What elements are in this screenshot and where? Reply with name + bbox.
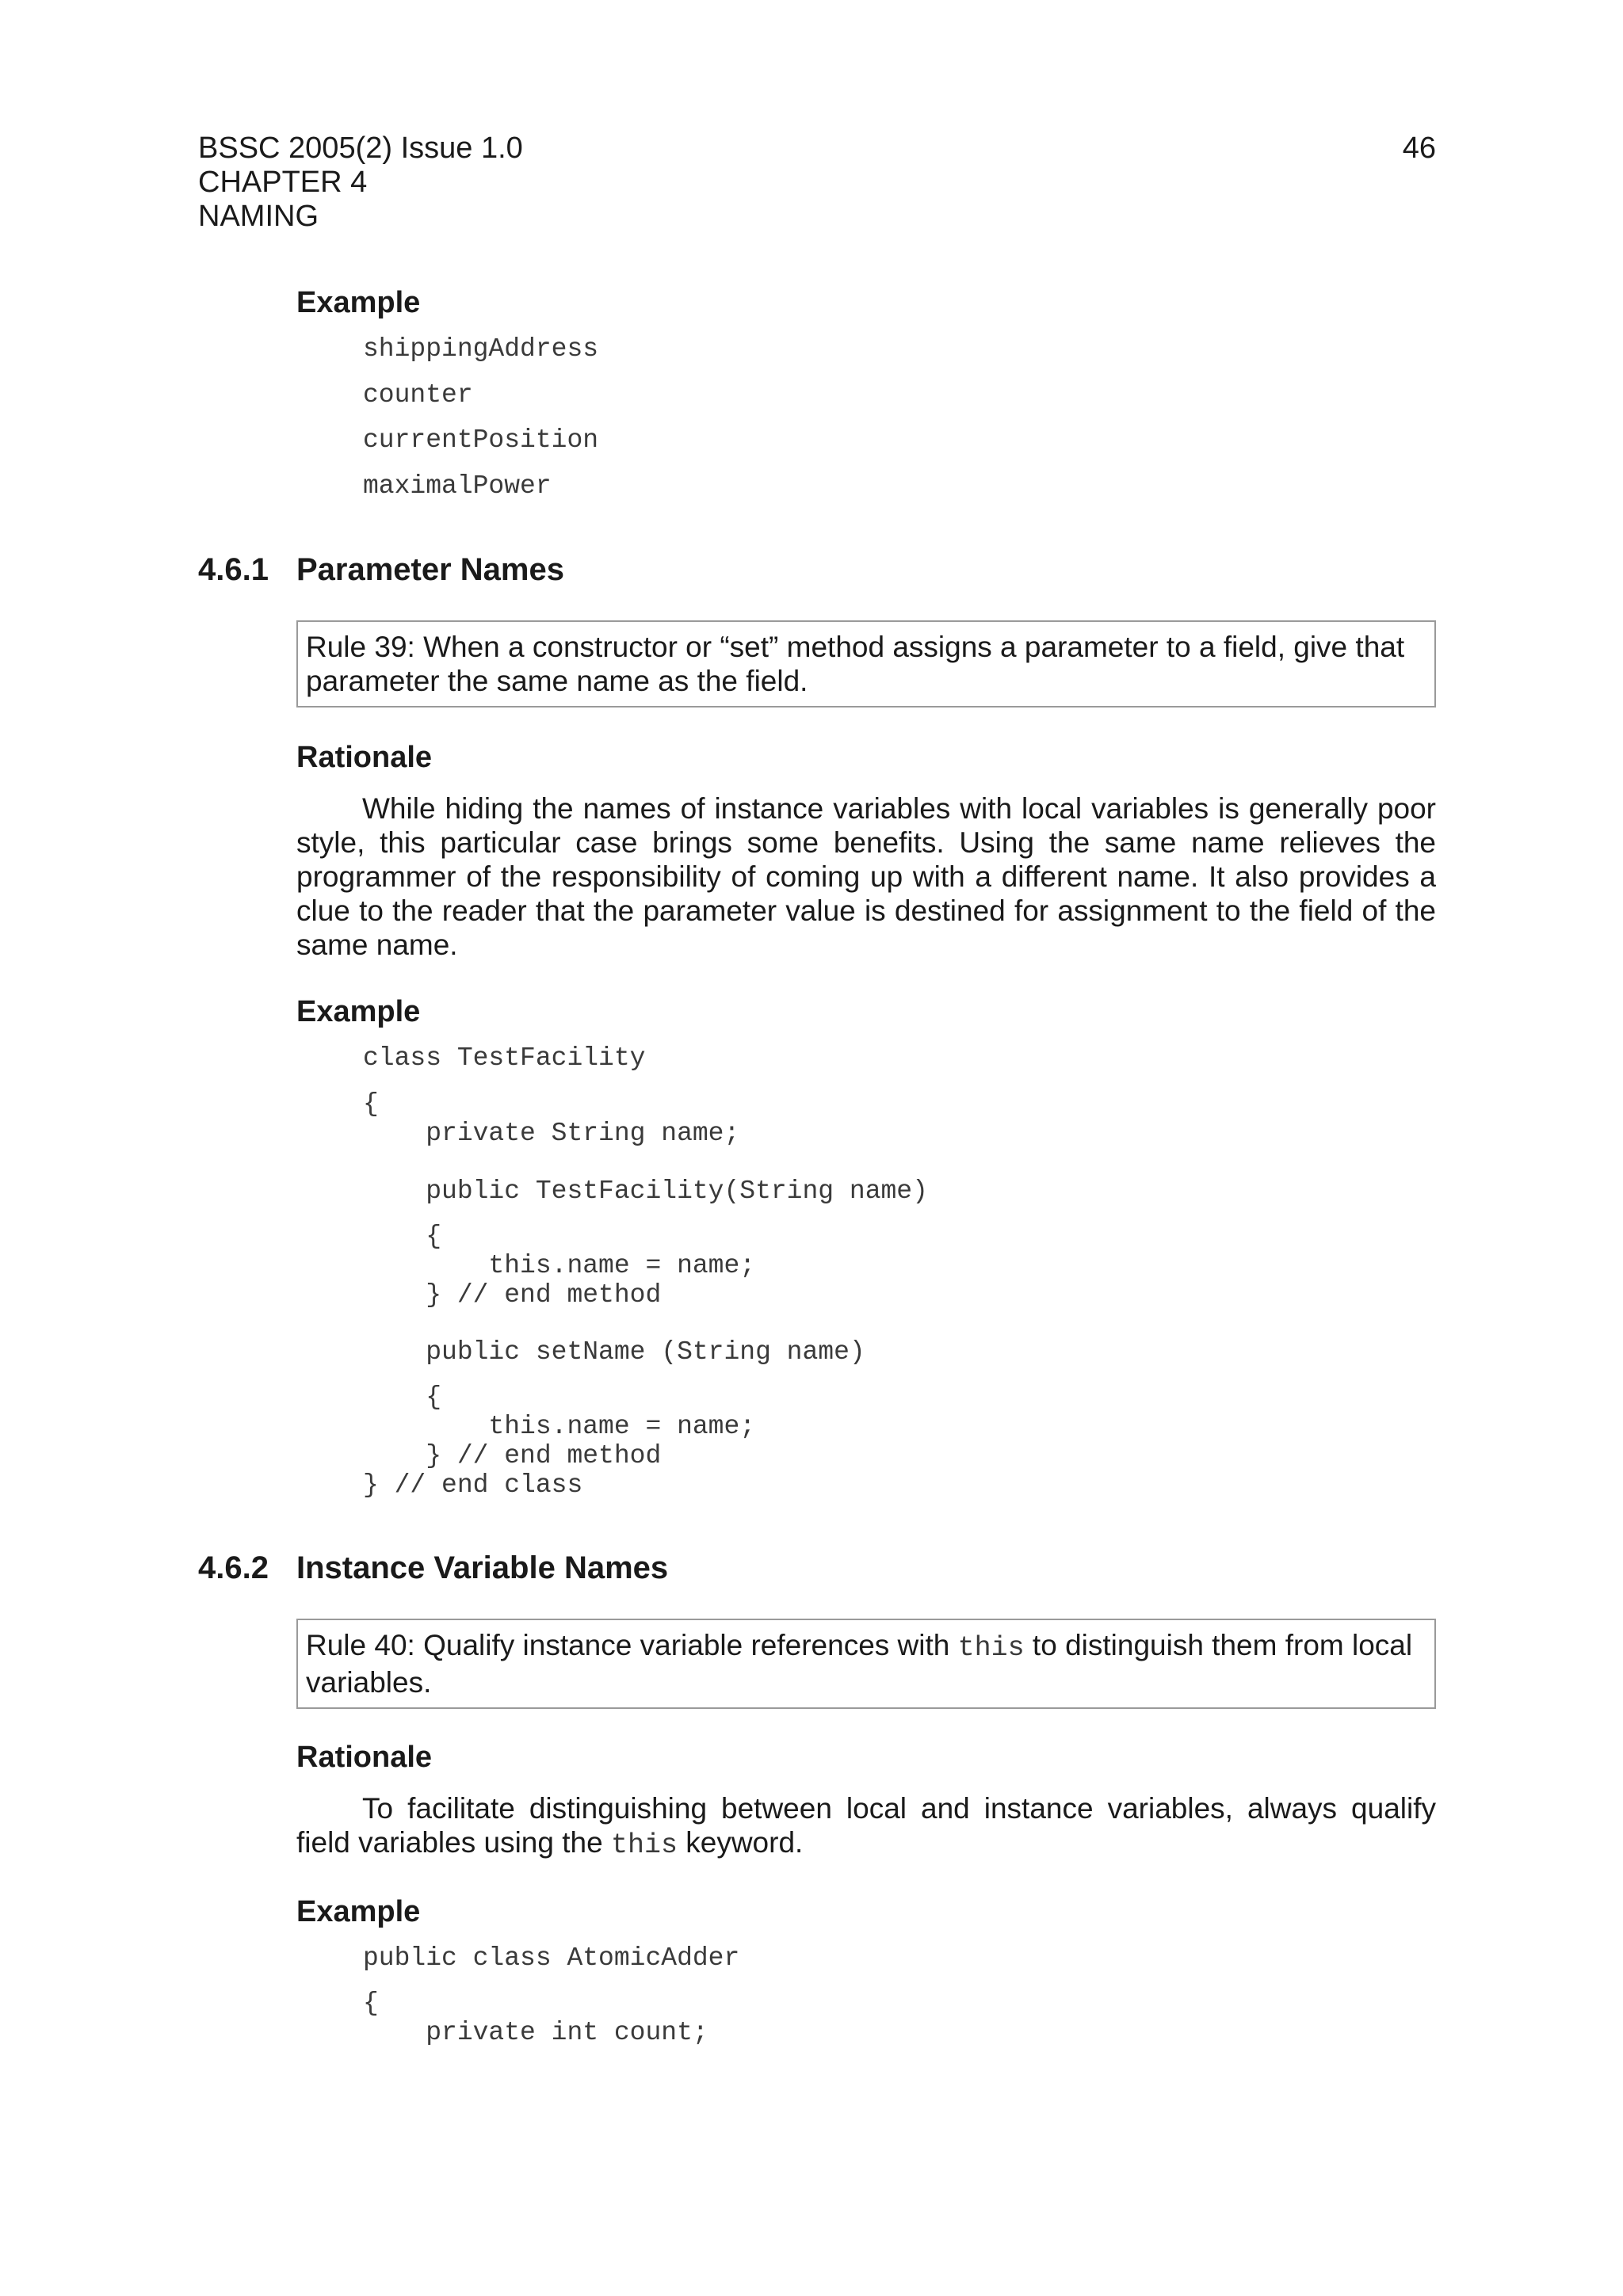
code-line: private String name; — [363, 1119, 740, 1148]
chapter-number: CHAPTER 4 — [198, 166, 368, 199]
header-block — [198, 132, 523, 234]
rationale-text: While hiding the names of instance variables with local variables is generally poor style, this particular case brings some benefits. Using the same name relieves the programmer of the responsibility of coming up with a different name. It also provides a clue to the reader that the parameter value is destined for assignment to the field of the same name. — [296, 792, 1436, 961]
code-line: public class AtomicAdder — [363, 1943, 740, 1973]
code-line: shippingAddress — [363, 334, 599, 364]
code-line: counter — [363, 380, 473, 410]
code-line: { — [363, 1089, 379, 1119]
rationale-paragraph — [296, 791, 1436, 962]
code-line: { — [363, 1222, 442, 1251]
code-line: public TestFacility(String name) — [363, 1177, 928, 1206]
rule-text-start: Rule 40: Qualify instance variable references with — [306, 1629, 958, 1661]
section-heading-4-6-1 — [198, 551, 564, 588]
section-heading-4-6-2 — [198, 1550, 668, 1586]
rule-text-end: to distinguish them from local variables. — [306, 1629, 1413, 1699]
section-number: 4.6.2 — [198, 1550, 269, 1585]
code-line: public setName (String name) — [363, 1337, 865, 1367]
code-line: { — [363, 1989, 379, 2018]
chapter-title: NAMING — [198, 200, 319, 233]
code-line: } // end method — [363, 1280, 662, 1310]
code-line: maximalPower — [363, 471, 552, 501]
doc-id: BSSC 2005(2) Issue 1.0 — [198, 132, 523, 165]
code-line: } // end method — [363, 1441, 662, 1470]
rule-box-39 — [296, 620, 1436, 707]
code-line: class TestFacility — [363, 1043, 646, 1073]
section-title: Instance Variable Names — [296, 1550, 669, 1585]
example-label: Example — [296, 995, 421, 1028]
code-line: this.name = name; — [363, 1251, 756, 1280]
rule-keyword-code: this — [957, 1632, 1025, 1664]
rationale-text-end: keyword. — [677, 1826, 804, 1859]
rule-text: Rule 39: When a constructor or “set” method assigns a parameter to a field, give that parameter the same name as the field. — [306, 631, 1405, 697]
rationale-keyword-code: this — [610, 1829, 678, 1861]
rationale-label: Rationale — [296, 741, 433, 774]
section-number: 4.6.1 — [198, 552, 269, 587]
code-line: currentPosition — [363, 425, 599, 455]
example-label: Example — [296, 1895, 421, 1928]
page-number: 46 — [1402, 132, 1436, 165]
rationale-label: Rationale — [296, 1741, 433, 1774]
code-line: { — [363, 1383, 442, 1412]
code-line: this.name = name; — [363, 1412, 756, 1441]
rationale-paragraph — [296, 1791, 1436, 1863]
example-label: Example — [296, 286, 421, 319]
section-title: Parameter Names — [296, 552, 564, 587]
rationale-text-start: To facilitate distinguishing between local and instance variables, always qualify field variables using the — [296, 1792, 1436, 1859]
code-line: } // end class — [363, 1470, 583, 1500]
code-line: private int count; — [363, 2018, 708, 2047]
rule-box-40 — [296, 1619, 1436, 1709]
